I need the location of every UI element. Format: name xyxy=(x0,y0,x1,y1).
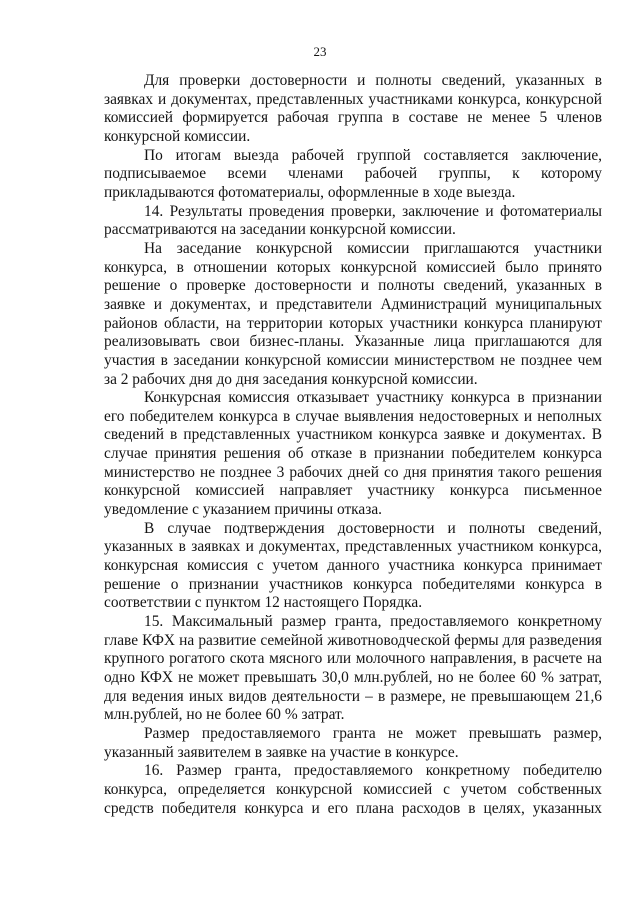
paragraph-grant-limit: Размер предоставляемого гранта не может превышать размер, указанный заявителем в заявке на участие в конкурсе. xyxy=(104,724,602,761)
paragraph-working-group: Для проверки достоверности и полноты сведений, указанных в заявках и документах, представленных участниками конкурса, конкурсной комиссией формируется рабочая группа в составе не менее 5 членов конкурсной комиссии. xyxy=(104,72,602,145)
document-body xyxy=(104,72,602,818)
paragraph-item-15: 15. Максимальный размер гранта, предоставляемого конкретному главе КФХ на развитие семейной животноводческой фермы для разведения крупного рогатого скота мясного или молочного направления, в расчете на одно КФХ не может превышать 30,0 млн.рублей, но не более 60 % затрат, для ведения иных видов деятельности – в размере, не превышающем 21,6 млн.рублей, но не более 60 % затрат. xyxy=(104,613,602,724)
paragraph-item-14: 14. Результаты проведения проверки, заключение и фотоматериалы рассматриваются на заседании конкурсной комиссии. xyxy=(104,202,602,239)
paragraph-confirmation: В случае подтверждения достоверности и полноты сведений, указанных в заявках и документах, представленных участником конкурса, конкурсная комиссия с учетом данного участника конкурса принимает решение о признании участников конкурса победителями конкурса в соответствии с пунктом 12 настоящего Порядка. xyxy=(104,519,602,612)
paragraph-meeting-invitations: На заседание конкурсной комиссии приглашаются участники конкурса, в отношении которых конкурсной комиссией было принято решение о проверке достоверности и полноты сведений, указанных в заявке и документах, и представители Администраций муниципальных районов области, на территории которых участники конкурса планируют реализовывать свои бизнес-планы. Указанные лица приглашаются для участия в заседании конкурсной комиссии министерством не позднее чем за 2 рабочих дня до дня заседания конкурсной комиссии. xyxy=(104,239,602,388)
page-number: 23 xyxy=(313,44,327,59)
paragraph-refusal: Конкурсная комиссия отказывает участнику конкурса в признании его победителем конкурса в случае выявления недостоверных и неполных сведений в представленных участником конкурса заявке и документах. В случае принятия решения об отказе в признании победителем конкурса министерство не позднее 3 рабочих дней со дня принятия такого решения конкурсной комиссией направляет участнику конкурса письменное уведомление с указанием причины отказа. xyxy=(104,389,602,519)
paragraph-item-16: 16. Размер гранта, предоставляемого конкретному победителю конкурса, определяется конкурсной комиссией с учетом собственных средств победителя конкурса и его плана расходов в целях, указанных xyxy=(104,762,602,817)
paragraph-inspection-conclusion: По итогам выезда рабочей группой составляется заключение, подписываемое всеми членами рабочей группы, к которому прикладываются фотоматериалы, оформленные в ходе выезда. xyxy=(104,146,602,201)
